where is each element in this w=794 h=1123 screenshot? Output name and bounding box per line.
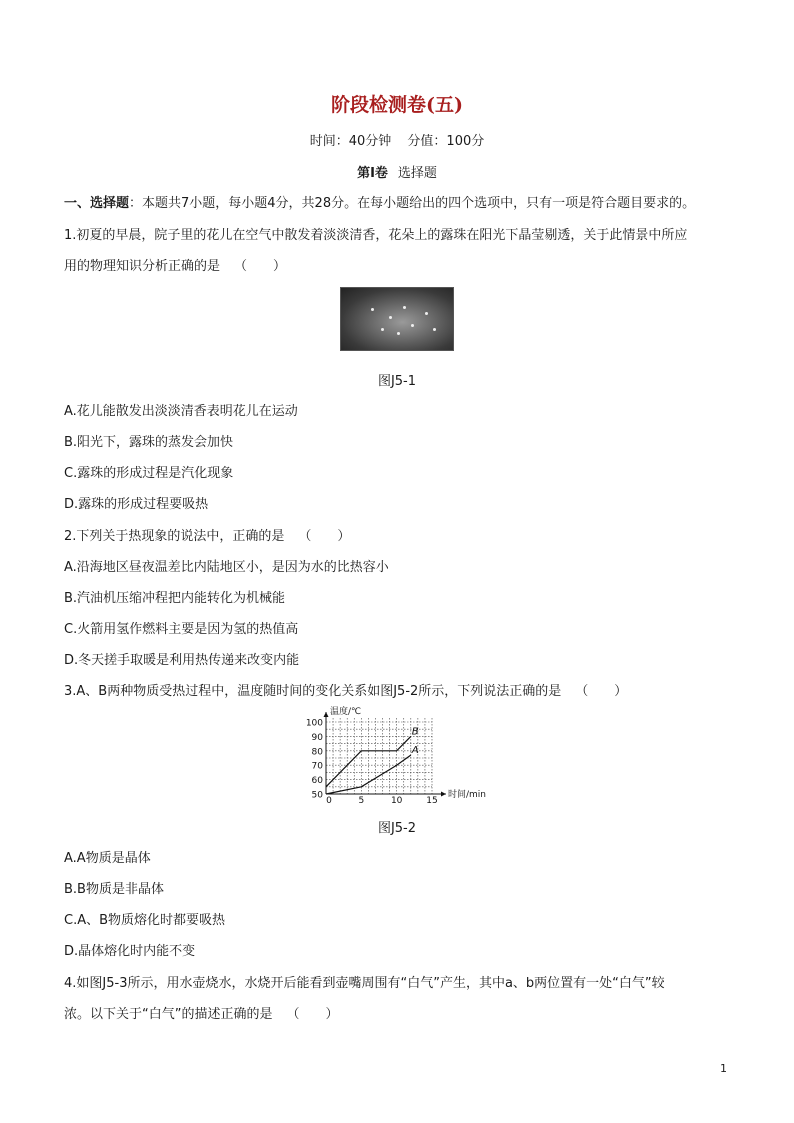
dew-drop	[397, 332, 400, 335]
dew-drop	[403, 306, 406, 309]
y-tick-label: 70	[311, 761, 323, 772]
chart-x-label: 时间/min	[448, 790, 487, 800]
q3-stem-text: 3.A、B两种物质受热过程中，温度随时间的变化关系如图J5-2所示，下列说法正确的是	[64, 684, 562, 699]
q1-stem-line2	[64, 255, 286, 274]
dew-drop	[433, 328, 436, 331]
x-tick-label: 15	[426, 796, 438, 806]
dew-drop	[389, 316, 392, 319]
part-name: 第Ⅰ卷	[357, 166, 388, 181]
q2-option-d: D.冬天搓手取暖是利用热传递来改变内能	[64, 653, 300, 668]
section-heading: 一、选择题	[64, 196, 130, 211]
q2-option-a: A.沿海地区昼夜温差比内陆地区小，是因为水的比热容小	[64, 560, 389, 575]
section-desc: ：本题共7小题，每小题4分，共28分。在每小题给出的四个选项中，只有一项是符合题目要求的。	[129, 196, 696, 211]
series-label-B: B	[411, 726, 419, 738]
page-title: 阶段检测卷(五)	[331, 94, 463, 116]
q4-stem-line1: 4.如图J5-3所示，用水壶烧水，水烧开后能看到壶嘴周围有“白气”产生，其中a、b两位置有一处“白气”较	[64, 976, 665, 991]
q2-stem-text: 2.下列关于热现象的说法中，正确的是	[64, 529, 285, 544]
temperature-time-chart	[300, 702, 500, 812]
q1-option-a: A.花儿能散发出淡淡清香表明花儿在运动	[64, 404, 298, 419]
q3-option-c: C.A、B物质熔化时都要吸热	[64, 913, 226, 928]
series-label-A: A	[411, 745, 419, 757]
q3-stem	[64, 680, 627, 699]
q1-option-c: C.露珠的形成过程是汽化现象	[64, 466, 234, 481]
q1-option-b: B.阳光下，露珠的蒸发会加快	[64, 435, 234, 450]
q1-stem-text: 用的物理知识分析正确的是	[64, 259, 221, 274]
x-tick-label: 0	[326, 796, 332, 806]
q3-option-a: A.A物质是晶体	[64, 851, 151, 866]
part-type: 选择题	[397, 166, 437, 181]
q3-option-b: B.B物质是非晶体	[64, 882, 164, 897]
figure-caption-2: 图J5-2	[377, 821, 417, 836]
q3-answer-blank: （ ）	[575, 684, 628, 699]
q4-stem-line2	[64, 1003, 339, 1022]
q1-answer-blank: （ ）	[234, 259, 287, 274]
x-tick-label: 5	[358, 796, 365, 806]
y-axis-arrow	[324, 712, 329, 717]
q3-option-d: D.晶体熔化时内能不变	[64, 944, 196, 959]
y-tick-label: 90	[311, 732, 323, 743]
y-tick-label: 50	[311, 790, 323, 801]
dew-drop	[411, 324, 414, 327]
q2-stem	[64, 525, 350, 544]
dew-drop	[371, 308, 374, 311]
q4-stem-text: 浓。以下关于“白气”的描述正确的是	[64, 1007, 273, 1022]
q1-option-d: D.露珠的形成过程要吸热	[64, 497, 209, 512]
dewdrop-flower-photo	[340, 287, 454, 351]
section-instructions	[64, 192, 695, 211]
figure-caption-1: 图J5-1	[377, 374, 417, 389]
q2-option-b: B.汽油机压缩冲程把内能转化为机械能	[64, 591, 286, 606]
x-tick-label: 10	[390, 796, 403, 806]
total-score: 分值：100分	[407, 134, 485, 149]
part-heading	[0, 162, 794, 181]
exam-meta	[0, 130, 794, 149]
page-number: 1	[720, 1062, 727, 1075]
chart-y-label: 温度/℃	[330, 707, 362, 717]
dew-drop	[381, 328, 384, 331]
chart-axes	[324, 712, 447, 797]
y-tick-label: 80	[311, 747, 323, 758]
y-tick-label: 100	[305, 718, 323, 729]
dew-drop	[425, 312, 428, 315]
time-limit: 时间：40分钟	[309, 134, 392, 149]
q4-answer-blank: （ ）	[286, 1007, 339, 1022]
q1-stem-line1: 1.初夏的早晨，院子里的花儿在空气中散发着淡淡清香，花朵上的露珠在阳光下晶莹剔透，关于此情景中所应	[64, 228, 688, 243]
y-tick-label: 60	[311, 776, 323, 787]
q2-option-c: C.火箭用氢作燃料主要是因为氢的热值高	[64, 622, 299, 637]
q2-answer-blank: （ ）	[298, 529, 351, 544]
x-axis-arrow	[441, 792, 446, 797]
